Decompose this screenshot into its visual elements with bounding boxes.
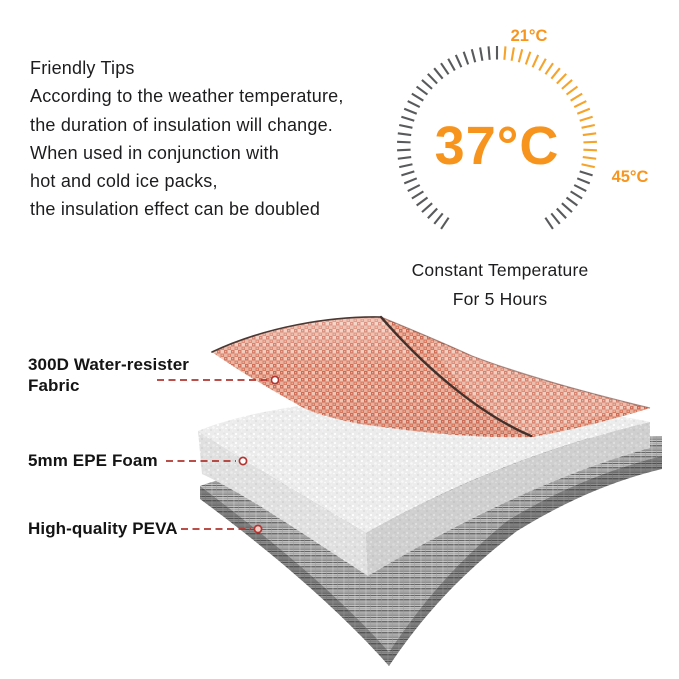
tips-line-4: When used in conjunction with bbox=[30, 142, 279, 163]
gauge-caption-line2: For 5 Hours bbox=[452, 289, 548, 309]
gauge-min-label: 21°C bbox=[510, 27, 548, 45]
tips-line-1: Friendly Tips bbox=[30, 58, 135, 78]
gauge-caption-line1: Constant Temperature bbox=[411, 260, 589, 280]
label-outer-fabric-line1: 300D Water-resister bbox=[28, 355, 189, 374]
leader-dot-fabric bbox=[271, 376, 278, 383]
tips-line-3: the duration of insulation will change. bbox=[30, 114, 333, 135]
leader-dot-foam bbox=[239, 457, 246, 464]
gauge-max-label: 45°C bbox=[611, 168, 649, 186]
label-outer-fabric-line2: Fabric bbox=[28, 376, 80, 395]
tips-line-5: hot and cold ice packs, bbox=[30, 171, 218, 192]
tips-line-6: the insulation effect can be doubled bbox=[30, 199, 321, 220]
label-peva-line1: High-quality PEVA bbox=[28, 519, 178, 538]
leader-dot-peva bbox=[254, 525, 261, 532]
label-outer-fabric bbox=[28, 354, 189, 396]
label-peva bbox=[28, 518, 178, 539]
label-epe-foam bbox=[28, 450, 158, 471]
gauge-value: 37°C bbox=[434, 116, 560, 176]
tips-line-2: According to the weather temperature, bbox=[30, 86, 344, 107]
label-epe-foam-line1: 5mm EPE Foam bbox=[28, 451, 158, 470]
